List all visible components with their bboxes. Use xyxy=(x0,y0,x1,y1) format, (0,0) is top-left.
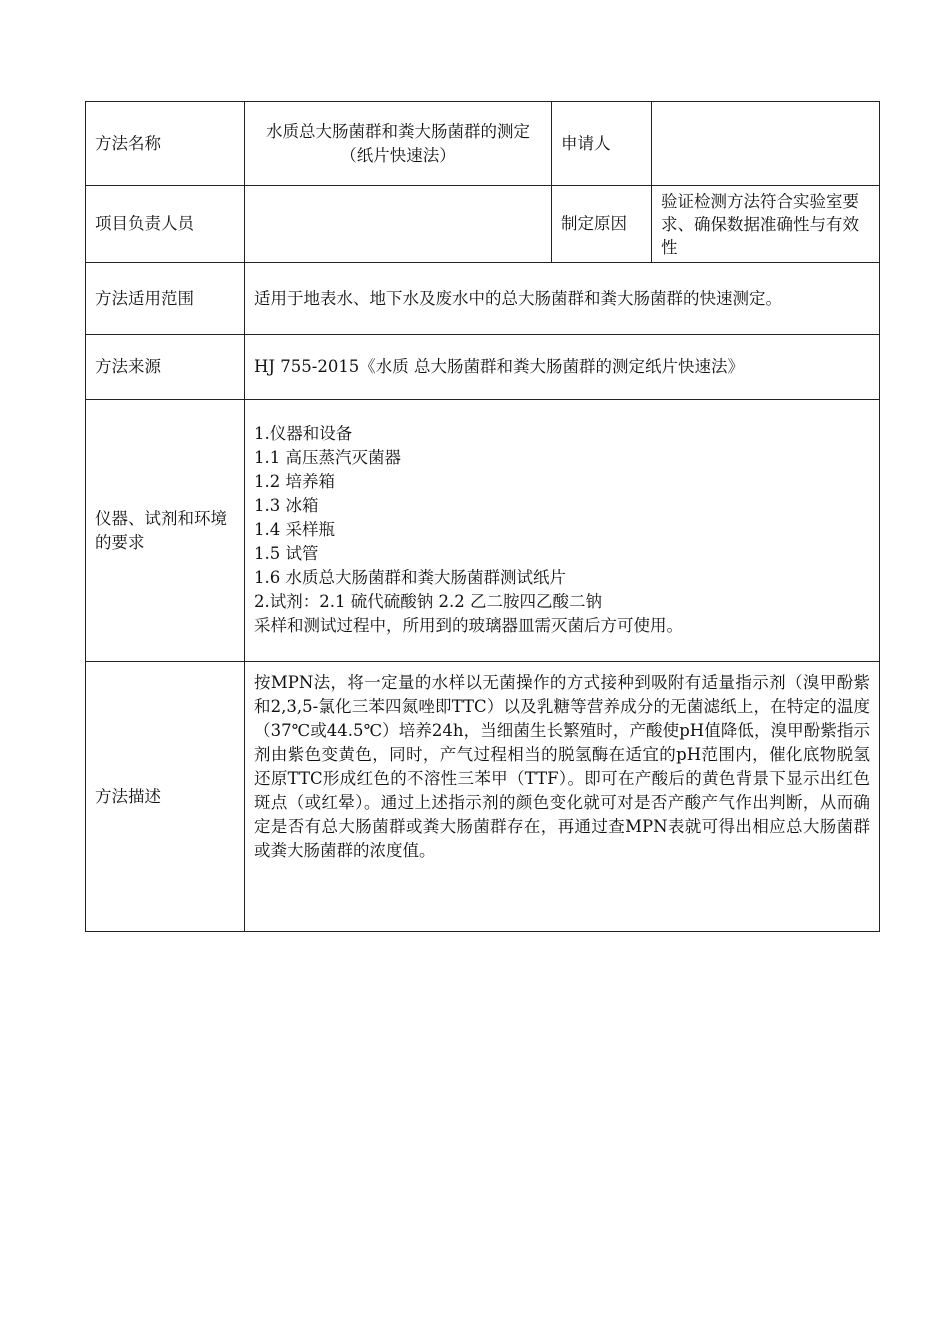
row-source xyxy=(86,335,880,400)
requirements-line: 1.1 高压蒸汽灭菌器 xyxy=(254,447,401,467)
scope-value: 适用于地表水、地下水及废水中的总大肠菌群和粪大肠菌群的快速测定。 xyxy=(245,263,880,335)
applicant-value xyxy=(652,102,880,186)
reason-value: 验证检测方法符合实验室要求、确保数据准确性与有效性 xyxy=(652,186,880,263)
description-label: 方法描述 xyxy=(86,662,245,932)
method-name-line1: 水质总大肠菌群和粪大肠菌群的测定 xyxy=(266,121,530,141)
requirements-label: 仪器、试剂和环境的要求 xyxy=(86,400,245,662)
method-name-line2: （纸片快速法） xyxy=(340,145,456,165)
requirements-line: 1.4 采样瓶 xyxy=(254,519,335,539)
method-name-value xyxy=(245,102,552,186)
requirements-line: 1.3 冰箱 xyxy=(254,495,319,515)
project-lead-label: 项目负责人员 xyxy=(86,186,245,263)
requirements-line: 2.试剂：2.1 硫代硫酸钠 2.2 乙二胺四乙酸二钠 xyxy=(254,591,602,611)
applicant-label: 申请人 xyxy=(552,102,652,186)
scope-label: 方法适用范围 xyxy=(86,263,245,335)
requirements-line: 1.2 培养箱 xyxy=(254,471,335,491)
requirements-line: 1.6 水质总大肠菌群和粪大肠菌群测试纸片 xyxy=(254,567,566,587)
requirements-line: 1.仪器和设备 xyxy=(254,423,353,443)
row-description xyxy=(86,662,880,932)
row-method-name xyxy=(86,102,880,186)
project-lead-value xyxy=(245,186,552,263)
row-scope xyxy=(86,263,880,335)
source-label: 方法来源 xyxy=(86,335,245,400)
requirements-value xyxy=(245,400,880,662)
requirements-line: 1.5 试管 xyxy=(254,543,319,563)
method-name-label: 方法名称 xyxy=(86,102,245,186)
description-value: 按MPN法，将一定量的水样以无菌操作的方式接种到吸附有适量指示剂（溴甲酚紫和2,3,5-氯化三苯四氮唑即TTC）以及乳糖等营养成分的无菌滤纸上，在特定的温度（37℃或44.5℃）培养24h，当细菌生长繁殖时，产酸使pH值降低，溴甲酚紫指示剂由紫色变黄色，同时，产气过程相当的脱氢酶在适宜的pH范围内，催化底物脱氢还原TTC形成红色的不溶性三苯甲（TTF）。即可在产酸后的黄色背景下显示出红色斑点（或红晕）。通过上述指示剂的颜色变化就可对是否产酸产气作出判断，从而确定是否有总大肠菌群或粪大肠菌群存在，再通过查MPN表就可得出相应总大肠菌群或粪大肠菌群的浓度值。 xyxy=(245,662,880,932)
requirements-line: 采样和测试过程中，所用到的玻璃器皿需灭菌后方可使用。 xyxy=(254,615,683,635)
row-project-lead xyxy=(86,186,880,263)
source-value: HJ 755-2015《水质 总大肠菌群和粪大肠菌群的测定纸片快速法》 xyxy=(245,335,880,400)
reason-label: 制定原因 xyxy=(552,186,652,263)
method-form-table xyxy=(85,101,880,932)
row-requirements xyxy=(86,400,880,662)
